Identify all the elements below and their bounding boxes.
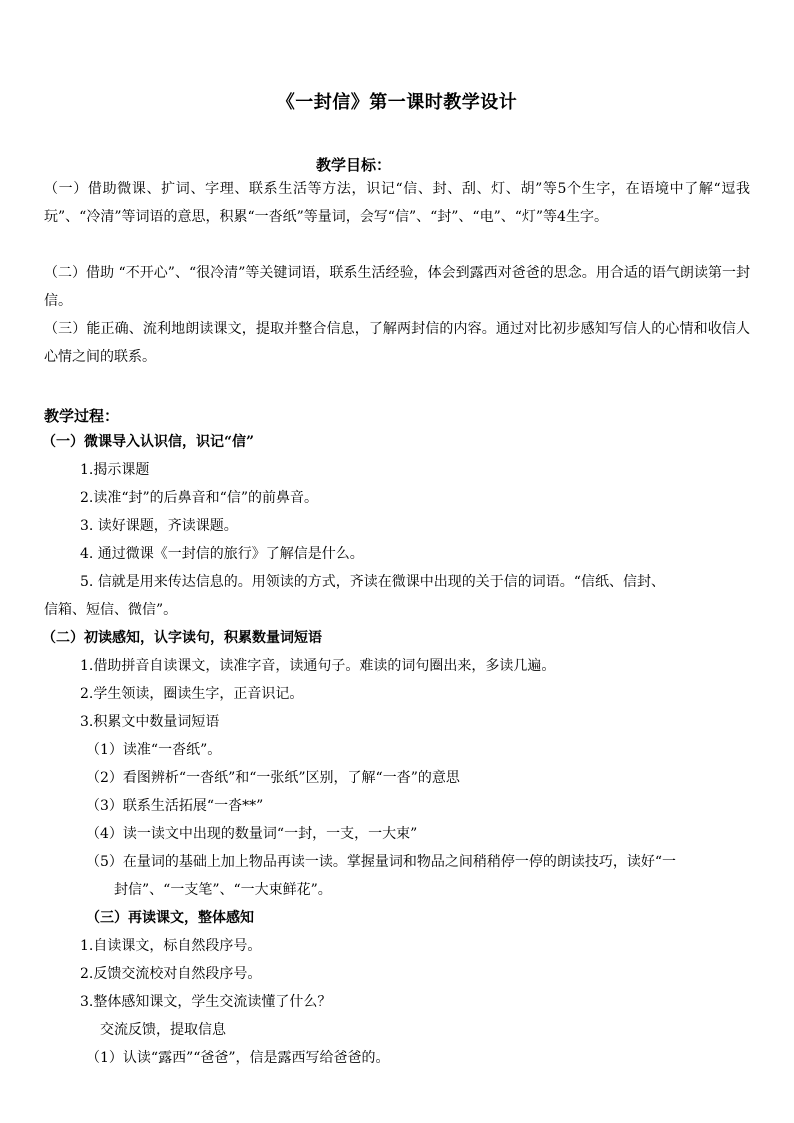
list-item-continuation: 信箱、短信、微信”。: [44, 602, 178, 618]
list-item: 1.自读课文，标自然段序号。: [80, 938, 262, 954]
list-item: （3）联系生活拓展“一沓**”: [86, 798, 264, 814]
list-item: （2）看图辨析“一沓纸”和“一张纸”区别，了解“一沓”的意思: [86, 770, 460, 786]
list-item: （5）在量词的基础上加上物品再读一读。掌握量词和物品之间稍稍停一停的朗读技巧，读好“一: [86, 854, 677, 870]
list-item: 交流反馈，提取信息: [100, 1022, 226, 1038]
list-item: 2.反馈交流校对自然段序号。: [80, 966, 262, 982]
goal-paragraph-2: （二）借助 “不开心”、“很冷清”等关键词语，联系生活经验，体会到露西对爸爸的思念。用合适的语气朗读第一封信。: [44, 265, 750, 309]
list-item: 2.读准“封”的后鼻音和“信”的前鼻音。: [80, 490, 318, 506]
goal-paragraph-3: （三）能正确、流利地朗读课文，提取并整合信息，了解两封信的内容。通过对比初步感知写信人的心情和收信人心情之间的联系。: [44, 321, 750, 365]
list-item: （4）读一读文中出现的数量词“一封，一支，一大束”: [86, 826, 418, 842]
list-item: （1）读准“一沓纸”。: [86, 742, 222, 758]
process-heading: 教学过程：: [44, 407, 120, 425]
list-item: 3.整体感知课文，学生交流读懂了什么？: [80, 994, 332, 1010]
list-item: 1.借助拼音自读课文，读准字音，读通句子。难读的词句圈出来，多读几遍。: [80, 658, 556, 674]
list-item: 2.学生领读，圈读生字，正音识记。: [80, 686, 304, 702]
document-title: 《一封信》第一课时教学设计: [276, 92, 518, 113]
list-item: 3.积累文中数量词短语: [80, 714, 220, 730]
section-title-2: （二）初读感知，认字读句，积累数量词短语: [42, 630, 322, 646]
list-item-continuation: 封信”、“一支笔”、“一大束鲜花”。: [114, 882, 332, 898]
goal-paragraph-1: （一）借助微课、扩词、字理、联系生活等方法，识记“信、封、刮、灯、胡”等5个生字，在语境中了解“逗我玩”、“冷清”等词语的意思，积累“一沓纸”等量词，会写“信”、“封”、“电”、“灯”等4生字。: [44, 181, 750, 225]
list-item: （1）认读“露西”“爸爸”，信是露西写给爸爸的。: [86, 1050, 390, 1066]
section-title-3: （三）再读课文，整体感知: [86, 910, 254, 926]
list-item: 5. 信就是用来传达信息的。用领读的方式，齐读在微课中出现的关于信的词语。“信纸、信封、: [80, 574, 665, 590]
goals-heading: 教学目标：: [316, 156, 392, 174]
list-item: 3. 读好课题，齐读课题。: [80, 518, 238, 534]
list-item: 4. 通过微课《一封信的旅行》了解信是什么。: [80, 546, 364, 562]
section-title-1: （一）微课导入认识信，识记“信”: [42, 434, 255, 450]
list-item: 1.揭示课题: [80, 462, 150, 478]
